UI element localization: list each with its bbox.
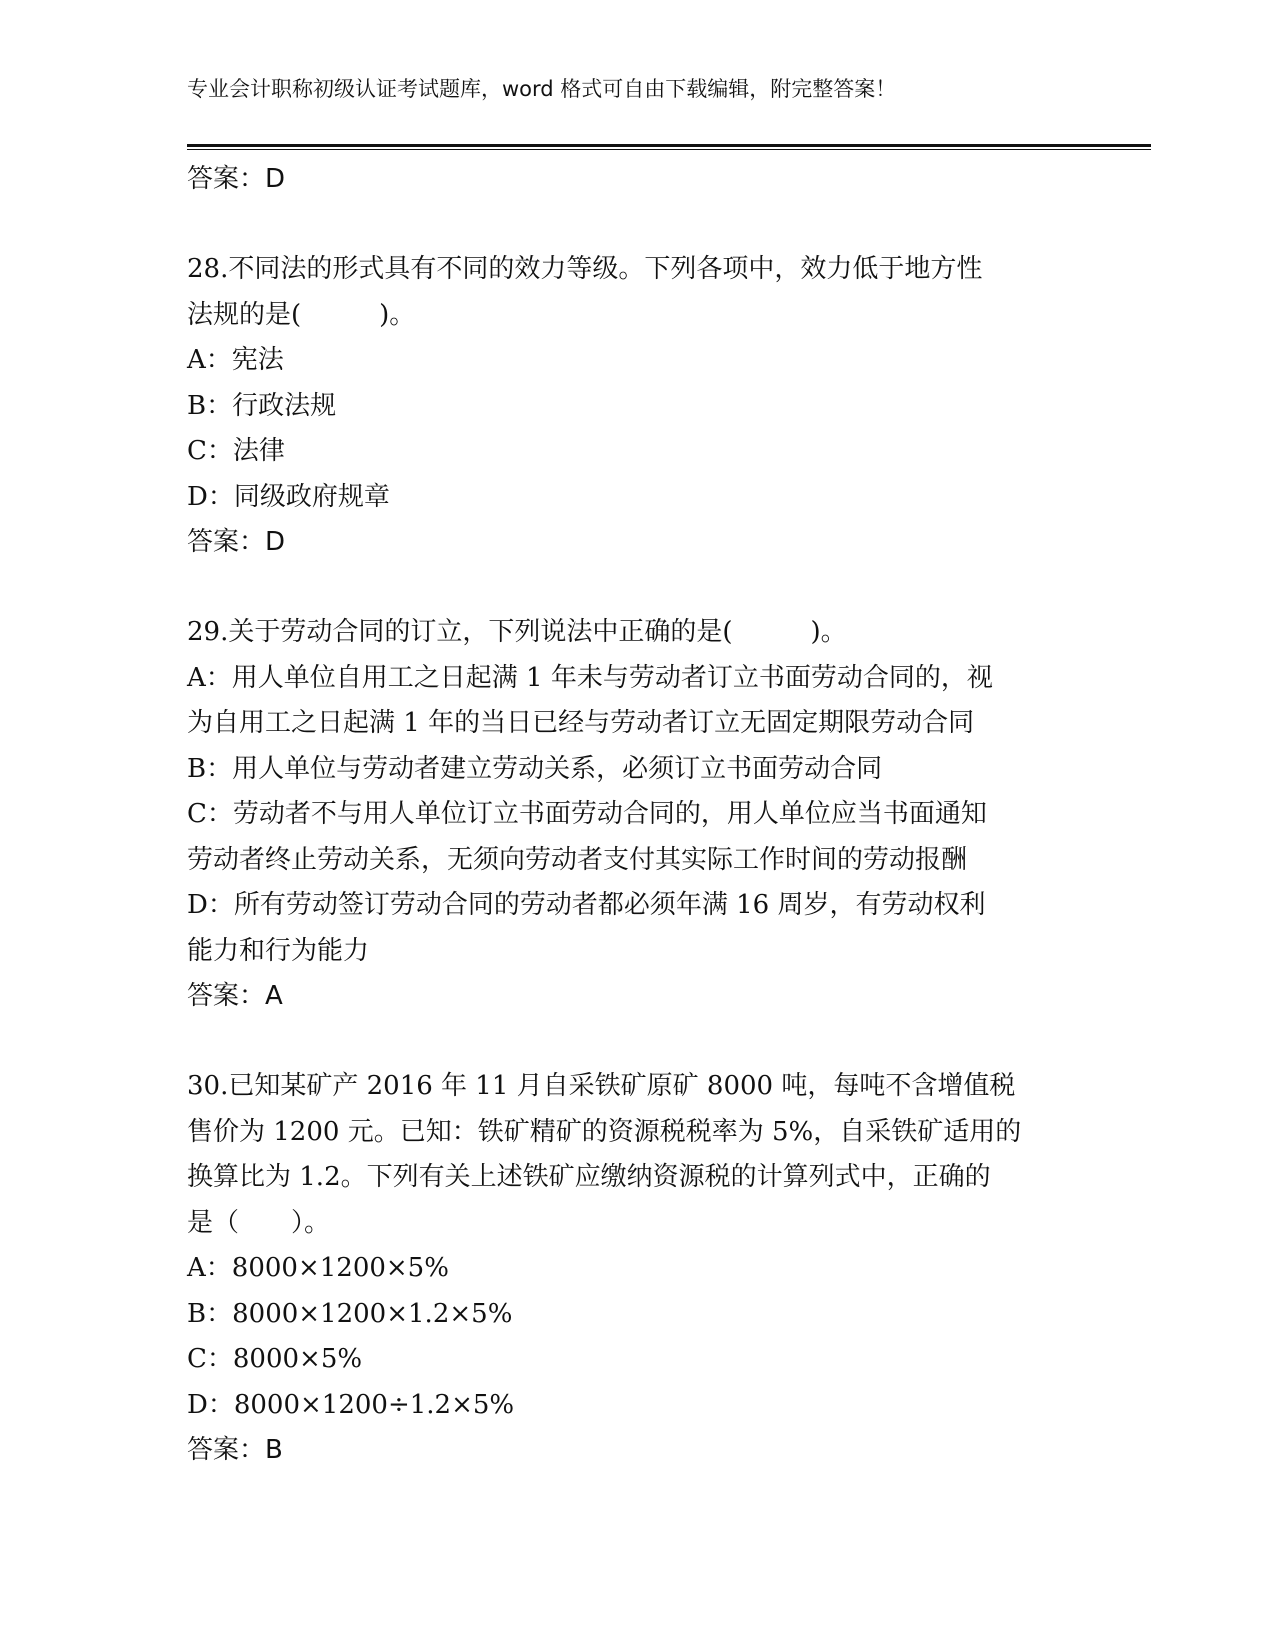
question-stem: 28.不同法的形式具有不同的效力等级。下列各项中，效力低于地方性 [187, 254, 983, 284]
answer-option: D：同级政府规章 [187, 481, 390, 512]
answer-key: 答案：D [187, 527, 286, 557]
question-stem: 29.关于劳动合同的订立，下列说法中正确的是( )。 [187, 617, 847, 647]
document-body [187, 157, 1127, 1473]
answer-option: A：宪法 [187, 345, 284, 375]
question-list [187, 247, 1127, 1473]
answer-key: 答案：A [187, 981, 283, 1011]
answer-option: C：劳动者不与用人单位订立书面劳动合同的，用人单位应当书面通知 [187, 799, 987, 829]
answer-option: B：8000×1200×1.2×5% [187, 1298, 513, 1329]
header-rule [187, 144, 1151, 147]
answer-option: 为自用工之日起满 1 年的当日已经与劳动者订立无固定期限劳动合同 [187, 708, 975, 738]
answer-key: 答案：B [187, 1435, 283, 1465]
previous-answer: 答案：D [187, 164, 286, 194]
answer-option: A：用人单位自用工之日起满 1 年未与劳动者订立书面劳动合同的，视 [187, 662, 993, 693]
question-stem: 是（ ）。 [187, 1207, 331, 1238]
answer-option: 劳动者终止劳动关系，无须向劳动者支付其实际工作时间的劳动报酬 [187, 844, 968, 875]
question-block [187, 1064, 1127, 1473]
answer-option: B：用人单位与劳动者建立劳动关系，必须订立书面劳动合同 [187, 753, 883, 784]
question-stem: 换算比为 1.2。下列有关上述铁矿应缴纳资源税的计算列式中，正确的 [187, 1162, 991, 1192]
question-stem: 法规的是( )。 [187, 299, 416, 330]
answer-option: 能力和行为能力 [187, 935, 370, 966]
page-header: 专业会计职称初级认证考试题库，word 格式可自由下载编辑，附完整答案！ [187, 77, 897, 101]
question-stem: 30.已知某矿产 2016 年 11 月自采铁矿原矿 8000 吨，每吨不含增值税 [187, 1071, 1016, 1101]
question-stem: 售价为 1200 元。已知：铁矿精矿的资源税税率为 5%，自采铁矿适用的 [187, 1116, 1022, 1147]
question-block [187, 610, 1127, 1019]
answer-option: D：8000×1200÷1.2×5% [187, 1389, 515, 1420]
answer-option: A：8000×1200×5% [187, 1253, 449, 1283]
answer-option: C：8000×5% [187, 1344, 363, 1374]
answer-option: B：行政法规 [187, 390, 337, 421]
question-block [187, 247, 1127, 565]
header-rule-thin [187, 149, 1151, 150]
answer-option: C：法律 [187, 436, 285, 466]
answer-option: D：所有劳动签订劳动合同的劳动者都必须年满 16 周岁，有劳动权利 [187, 890, 986, 920]
